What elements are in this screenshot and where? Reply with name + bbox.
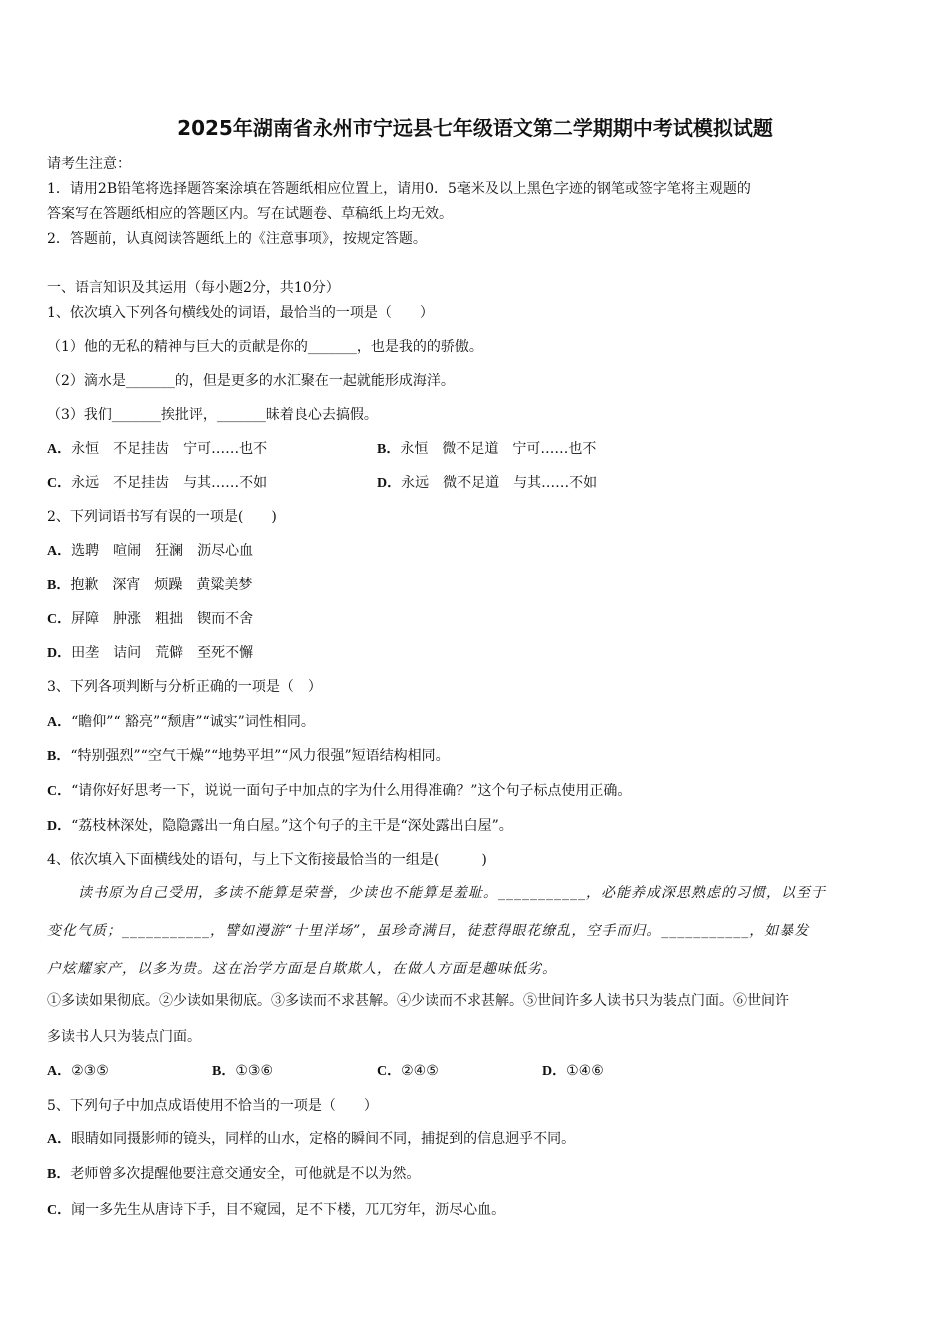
q3-option-b — [47, 745, 450, 765]
option-label: D． — [47, 819, 72, 834]
option-text: 闻一多先生从唐诗下手，目不窥园，足不下楼，兀兀穷年，沥尽心血。 — [71, 1202, 506, 1218]
q3-option-d — [47, 815, 513, 835]
option-text: 永远 微不足道 与其……不如 — [401, 475, 598, 491]
notice-item: 答案写在答题纸相应的答题区内。写在试题卷、草稿纸上均无效。 — [47, 206, 453, 222]
q2-option-b — [47, 574, 252, 594]
q4-passage: 户炫耀家产，以多为贵。这在治学方面是自欺欺人，在做人方面是趣味低劣。 — [47, 961, 557, 977]
q4-passage: 变化气质；___________，譬如漫游“十里洋场”，虽珍奇满目，徒惹得眼花缭乱，空手而归。___________，如暴发 — [47, 923, 810, 939]
q3-option-a — [47, 711, 315, 731]
notice-heading: 请考生注意： — [47, 156, 131, 172]
option-label: B． — [47, 749, 71, 764]
option-text: “请你好好思考一下，说说一面句子中加点的字为什么用得准确？”这个句子标点使用正确。 — [71, 783, 632, 799]
page-title: 2025年湖南省永州市宁远县七年级语文第二学期期中考试模拟试题 — [177, 116, 773, 140]
q2-stem: 2、下列词语书写有误的一项是( ) — [47, 509, 277, 525]
q2-option-a — [47, 540, 253, 560]
option-text: 永恒 微不足道 宁可……也不 — [400, 441, 597, 457]
option-text: “特别强烈”“空气干燥”“地势平坦”“风力很强”短语结构相同。 — [70, 748, 450, 764]
option-label: C． — [47, 612, 72, 627]
option-label: B． — [47, 1167, 71, 1182]
option-text: ②④⑤ — [401, 1063, 439, 1079]
q4-stem: 4、依次填入下面横线处的语句，与上下文衔接最恰当的一组是( ) — [47, 852, 487, 868]
q4-choices: ①多读如果彻底。②少读如果彻底。③多读而不求甚解。④少读而不求甚解。⑤世间许多人读书只为装点门面。⑥世间许 — [47, 993, 789, 1009]
option-label: C． — [47, 784, 72, 799]
q1-stem: 1、依次填入下列各句横线处的词语，最恰当的一项是（ ） — [47, 305, 434, 321]
q3-option-c — [47, 780, 631, 800]
option-label: C． — [47, 476, 72, 491]
q2-option-c — [47, 608, 253, 628]
option-text: 眼睛如同摄影师的镜头，同样的山水，定格的瞬间不同，捕捉到的信息迥乎不同。 — [71, 1131, 576, 1147]
option-label: A． — [47, 715, 72, 730]
option-label: B． — [212, 1064, 236, 1079]
option-label: A． — [47, 442, 72, 457]
option-label: C． — [377, 1064, 402, 1079]
q5-option-a — [47, 1128, 575, 1148]
option-text: 永恒 不足挂齿 宁可……也不 — [71, 441, 268, 457]
q5-option-b — [47, 1163, 420, 1183]
option-text: 抱歉 深宵 烦躁 黄粱美梦 — [70, 577, 253, 593]
option-label: D． — [47, 646, 72, 661]
q1-option-a — [47, 438, 267, 458]
option-label: A． — [47, 1064, 72, 1079]
option-text: ①③⑥ — [235, 1063, 273, 1079]
option-text: 屏障 肿涨 粗拙 锲而不舍 — [71, 611, 254, 627]
q5-stem: 5、下列句子中加点成语使用不恰当的一项是（ ） — [47, 1098, 378, 1114]
q4-option-d — [542, 1060, 604, 1080]
option-text: “瞻仰”“ 豁亮”“颓唐”“诚实”词性相同。 — [71, 714, 315, 730]
option-label: B． — [377, 442, 401, 457]
option-text: 选聘 喧闹 狂澜 沥尽心血 — [71, 543, 254, 559]
q4-option-c — [377, 1060, 439, 1080]
option-text: ①④⑥ — [566, 1063, 604, 1079]
option-label: A． — [47, 544, 72, 559]
q4-choices: 多读书人只为装点门面。 — [47, 1029, 201, 1045]
q5-option-c — [47, 1199, 505, 1219]
option-label: B． — [47, 578, 71, 593]
q4-passage: 读书原为自己受用，多读不能算是荣誉，少读也不能算是羞耻。___________，必能养成深思熟虑的习惯，以至于 — [78, 885, 826, 901]
q1-option-c — [47, 472, 267, 492]
q4-option-b — [212, 1060, 273, 1080]
option-text: 老师曾多次提醒他要注意交通安全，可他就是不以为然。 — [70, 1166, 421, 1182]
q1-sentence: （1）他的无私的精神与巨大的贡献是你的_______，也是我的的骄傲。 — [47, 339, 483, 355]
option-text: “荔枝林深处，隐隐露出一角白屋。”这个句子的主干是“深处露出白屋”。 — [71, 818, 513, 834]
option-label: D． — [542, 1064, 567, 1079]
q1-sentence: （3）我们_______挨批评，_______昧着良心去搞假。 — [47, 407, 378, 423]
q3-stem: 3、下列各项判断与分析正确的一项是（ ） — [47, 679, 322, 695]
notice-item: 1．请用2B铅笔将选择题答案涂填在答题纸相应位置上，请用0．5毫米及以上黑色字迹的钢笔或签字笔将主观题的 — [47, 181, 751, 197]
notice-item: 2．答题前，认真阅读答题纸上的《注意事项》，按规定答题。 — [47, 231, 427, 247]
q1-option-d — [377, 472, 597, 492]
option-label: C． — [47, 1203, 72, 1218]
option-label: A． — [47, 1132, 72, 1147]
q1-option-b — [377, 438, 596, 458]
option-text: 田垄 诘问 荒僻 至死不懈 — [71, 645, 254, 661]
q1-sentence: （2）滴水是_______的，但是更多的水汇聚在一起就能形成海洋。 — [47, 373, 455, 389]
option-text: ②③⑤ — [71, 1063, 109, 1079]
q2-option-d — [47, 642, 253, 662]
option-label: D． — [377, 476, 402, 491]
q4-option-a — [47, 1060, 109, 1080]
option-text: 永远 不足挂齿 与其……不如 — [71, 475, 268, 491]
section-heading: 一、语言知识及其运用（每小题2分，共10分） — [47, 280, 340, 296]
